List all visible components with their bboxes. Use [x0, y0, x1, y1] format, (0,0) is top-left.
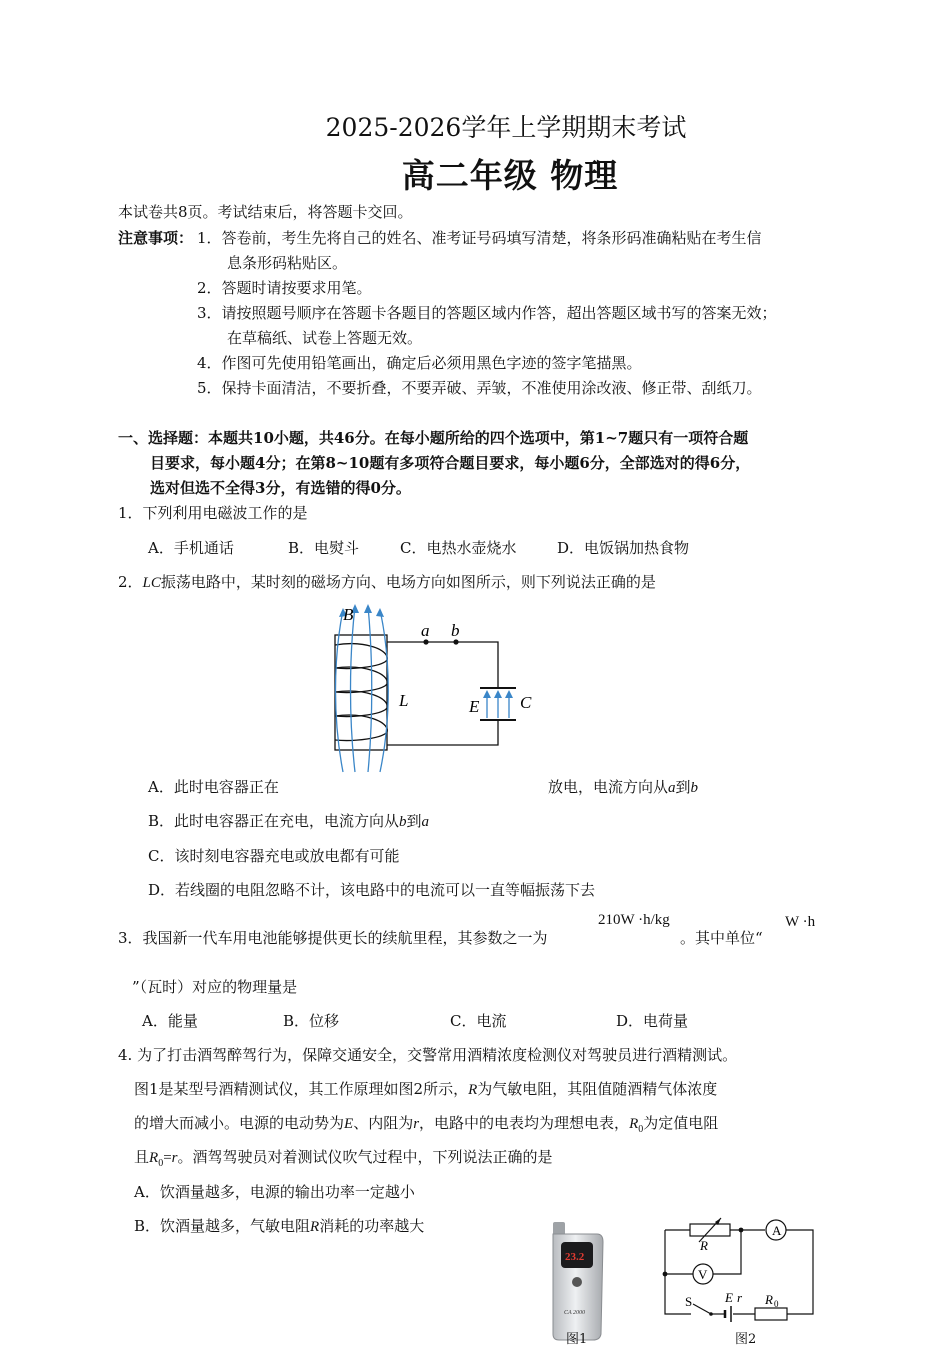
device-display: 23.2 [565, 1251, 585, 1263]
q3-after: 。其中单位“ [680, 929, 763, 947]
note-item-3: 3．请按照题号顺序在答题卡各题目的答题区域内作答，超出答题区域书写的答案无效； [197, 304, 777, 322]
b-field-line-3 [368, 606, 372, 772]
q4-option-b-post: 消耗的功率越大 [319, 1217, 425, 1235]
q4-line4-pre: 且 [134, 1148, 150, 1166]
label-emf: E [725, 1290, 733, 1305]
section1-line3: 选对但选不全得3分，有选错的得0分。 [150, 479, 411, 497]
b-arrow-4 [376, 608, 384, 617]
device-model: CA 2000 [564, 1310, 586, 1316]
terminal-a [423, 639, 428, 644]
q4-line2 [134, 1078, 717, 1099]
q1-option-a: A．手机通话 [148, 539, 234, 557]
q4-line4-post: 。酒驾驾驶员对着测试仪吹气过程中，下列说法正确的是 [177, 1148, 553, 1166]
label-voltmeter: V [698, 1267, 708, 1282]
label-internal-r: r [737, 1290, 743, 1305]
terminal-b [453, 639, 458, 644]
label-gas-resistor: R [700, 1238, 708, 1253]
label-b-field: B [343, 605, 354, 624]
fig2-label: 图2 [735, 1332, 757, 1347]
q3-option-a: A．能量 [142, 1012, 198, 1030]
q3-option-b: B．位移 [283, 1012, 340, 1030]
q4-line3-mid: 、内阻为 [353, 1114, 414, 1132]
q3-option-d: D．电荷量 [616, 1012, 689, 1030]
coil-loop-3 [335, 691, 387, 716]
intro-text: 本试卷共8页。考试结束后，将答题卡交回。 [118, 203, 413, 221]
q2-option-a-to: b [690, 780, 699, 796]
label-e: E [469, 697, 480, 716]
q4-line3 [134, 1112, 718, 1135]
device-button [572, 1277, 582, 1287]
label-a: a [421, 621, 430, 640]
q4-line4 [134, 1146, 553, 1169]
label-l: L [399, 691, 409, 710]
q4-line3-r0: R [629, 1116, 639, 1132]
fig1-label: 图1 [566, 1332, 588, 1347]
fixed-resistor [755, 1308, 787, 1320]
alcohol-circuit-figure [655, 1214, 825, 1326]
wire-right [786, 1230, 813, 1314]
b-field-line-2 [351, 606, 356, 772]
q4-line3-r: r [413, 1116, 420, 1132]
note-item-2: 2．答题时请按要求用笔。 [197, 279, 372, 297]
bottom-wire [387, 720, 498, 745]
label-b: b [451, 621, 460, 640]
q2-stem [118, 571, 656, 592]
label-switch: S [685, 1294, 693, 1309]
q4-line3-pre: 的增大而减小。电源的电动势为 [134, 1114, 345, 1132]
q1-option-b: B．电熨斗 [288, 539, 360, 557]
q2-option-a-to-word: 到 [675, 778, 691, 796]
top-wire [387, 642, 498, 688]
q4-line3-mid2: ，电路中的电表均为理想电表， [419, 1114, 630, 1132]
e-arrow-1 [483, 690, 491, 698]
q3-unit: W ·h [785, 914, 816, 930]
q2-option-b-to-word: 到 [406, 812, 422, 830]
q2-option-b-to: a [421, 814, 430, 830]
q4-line3-e: E [344, 1116, 354, 1132]
junction-top [739, 1228, 744, 1233]
q2-option-b-from: b [399, 814, 407, 830]
section1-line1: 一、选择题：本题共10小题，共46分。在每小题所给的四个选项中，第1~7题只有一项符合题 [118, 429, 749, 447]
q3-line2: ”（瓦时）对应的物理量是 [132, 978, 298, 996]
q3-stem: 3．我国新一代车用电池能够提供更长的续航里程，其参数之一为 [118, 929, 548, 947]
q2-option-a-pre: A．此时电容器正在 [148, 778, 279, 796]
coil-loop-1 [335, 644, 387, 669]
switch-pivot [709, 1312, 713, 1316]
q2-lc: LC [142, 575, 161, 591]
note-item-1-cont: 息条形码粘贴区。 [227, 254, 348, 272]
q4-line2-r: R [468, 1082, 478, 1098]
b-arrow-3 [364, 604, 372, 613]
q4-option-b [134, 1215, 424, 1236]
subject-title: 高二年级 物理 [401, 156, 619, 195]
q2-num: 2． [118, 573, 143, 591]
note-item-3-cont: 在草稿纸、试卷上答题无效。 [227, 329, 423, 347]
q3-option-c: C．电流 [450, 1012, 507, 1030]
q4-line2-post: 为气敏电阻，其阻值随酒精气体浓度 [477, 1080, 718, 1098]
q4-line4-r0-sub: 0 [158, 1158, 164, 1169]
e-arrow-3 [505, 690, 513, 698]
label-r0: R [765, 1292, 773, 1307]
lc-circuit-figure [315, 600, 535, 780]
q1-option-d: D．电饭锅加热食物 [557, 539, 690, 557]
q4-line4-r0: R [149, 1150, 159, 1166]
q4-line4-eq: = [163, 1150, 172, 1166]
exam-title: 2025-2026学年上学期期末考试 [325, 113, 687, 142]
e-arrow-2 [494, 690, 502, 698]
q2-option-a-post [548, 776, 698, 797]
q2-option-c: C．该时刻电容器充电或放电都有可能 [148, 847, 400, 865]
q4-line3-r0-sub: 0 [638, 1124, 644, 1135]
q3-param: 210W ·h/kg [598, 912, 670, 928]
note-item-5: 5．保持卡面清洁，不要折叠，不要弄破、弄皱，不准使用涂改液、修正带、刮纸刀。 [197, 379, 762, 397]
switch-blade [693, 1304, 711, 1314]
q2-option-b [148, 810, 429, 831]
q2-option-d: D．若线圈的电阻忽略不计，该电路中的电流可以一直等幅振荡下去 [148, 881, 596, 899]
q2-option-a-from: a [668, 780, 676, 796]
q4-line3-post: 为定值电阻 [643, 1114, 719, 1132]
q4-option-b-r: R [310, 1219, 320, 1235]
q2-stem-rest: 振荡电路中，某时刻的磁场方向、电场方向如图所示，则下列说法正确的是 [160, 573, 656, 591]
junction-left [663, 1272, 668, 1277]
q4-line4-r: r [171, 1150, 178, 1166]
q4-line1: 4. 为了打击酒驾醉驾行为，保障交通安全，交警常用酒精浓度检测仪对驾驶员进行酒精测试。 [118, 1046, 738, 1064]
q2-option-b-text: B．此时电容器正在充电，电流方向从 [148, 812, 400, 830]
q4-option-a: A．饮酒量越多，电源的输出功率一定越小 [134, 1183, 415, 1201]
coil-loop-4 [335, 715, 387, 740]
label-r0-sub: 0 [774, 1299, 779, 1309]
q1-option-c: C．电热水壶烧水 [400, 539, 517, 557]
section1-line2: 目要求，每小题4分；在第8~10题有多项符合题目要求，每小题6分，全部选对的得6分， [150, 454, 751, 472]
q4-line2-pre: 图1是某型号酒精测试仪，其工作原理如图2所示， [134, 1080, 469, 1098]
q2-option-a-post-text: 放电，电流方向从 [548, 778, 669, 796]
label-c: C [520, 693, 532, 712]
note-item-4: 4．作图可先使用铅笔画出，确定后必须用黑色字迹的签字笔描黑。 [197, 354, 642, 372]
notes-label: 注意事项： [118, 229, 194, 247]
coil-loop-2 [335, 667, 387, 692]
label-ammeter: A [772, 1223, 782, 1238]
q1-stem: 1．下列利用电磁波工作的是 [118, 504, 308, 522]
q4-option-b-pre: B．饮酒量越多，气敏电阻 [134, 1217, 311, 1235]
note-item-1: 1．答卷前，考生先将自己的姓名、准考证号码填写清楚，将条形码准确粘贴在考生信 [197, 229, 762, 247]
